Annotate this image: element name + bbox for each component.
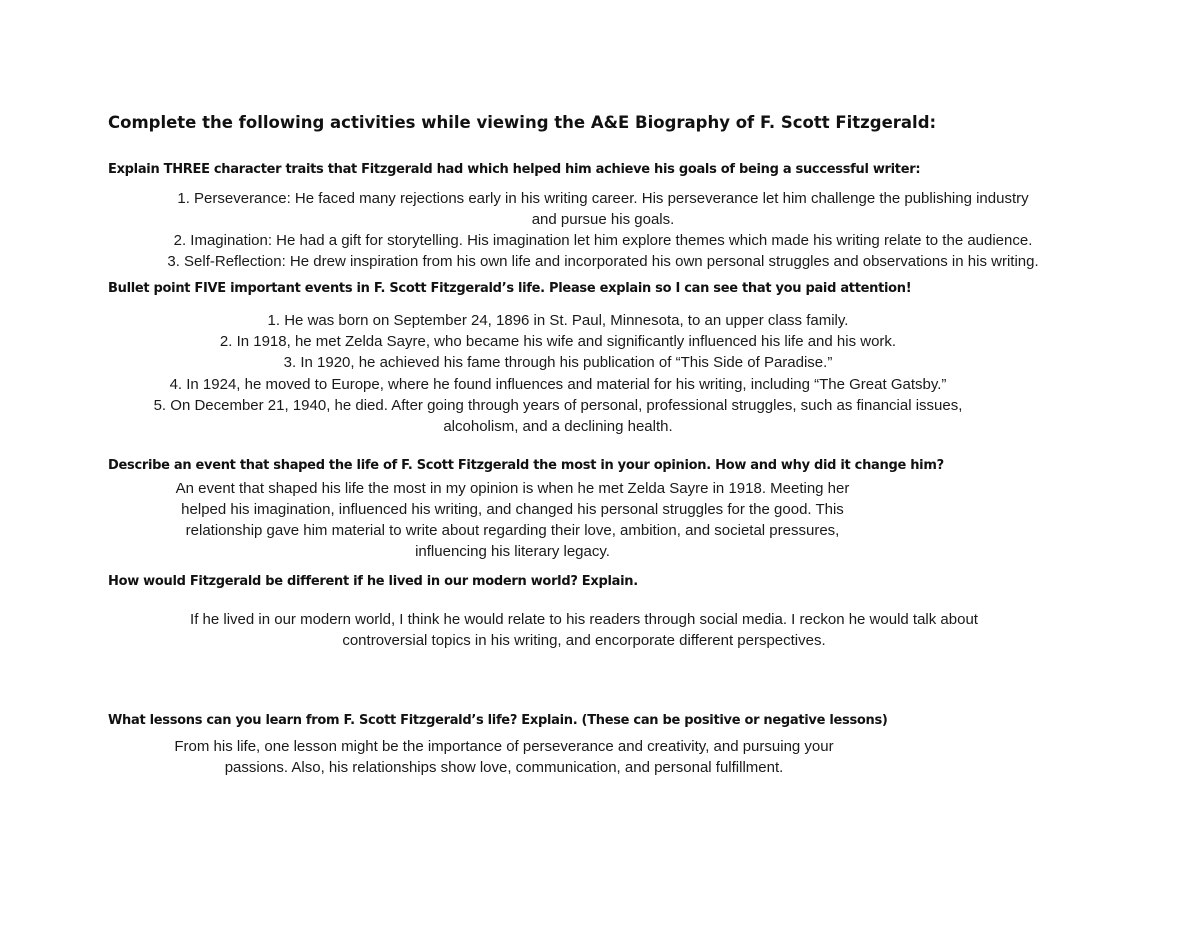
- answer-2-line-2: 2. In 1918, he met Zelda Sayre, who became his wife and significantly influenced his life and his work.: [219, 333, 897, 350]
- answer-3-line-4: influencing his literary legacy.: [415, 543, 610, 560]
- answer-2-line-6: alcoholism, and a declining health.: [443, 418, 673, 435]
- answer-4-line-2: controversial topics in his writing, and encorporate different perspectives.: [342, 632, 826, 649]
- question-2-prompt: Bullet point FIVE important events in F. Scott Fitzgerald’s life. Please explain so I can see that you paid attention!: [108, 281, 912, 296]
- answer-3-line-2: helped his imagination, influenced his writing, and changed his personal struggles for the good. This: [181, 501, 844, 518]
- answer-4-line-1: If he lived in our modern world, I think he would relate to his readers through social media. I reckon he would talk about: [190, 611, 978, 628]
- answer-3-line-1: An event that shaped his life the most in my opinion is when he met Zelda Sayre in 1918. Meeting her: [175, 480, 850, 497]
- answer-2-line-5: 5. On December 21, 1940, he died. After going through years of personal, professional struggles, such as financial issues,: [153, 397, 963, 414]
- answer-2-line-1: 1. He was born on September 24, 1896 in St. Paul, Minnesota, to an upper class family.: [267, 312, 849, 329]
- answer-5-line-1: From his life, one lesson might be the importance of perseverance and creativity, and pursuing your: [174, 738, 834, 755]
- question-4-prompt: How would Fitzgerald be different if he lived in our modern world? Explain.: [108, 574, 638, 589]
- answer-2-line-4: 4. In 1924, he moved to Europe, where he found influences and material for his writing, including “The Great Gatsby.”: [169, 376, 947, 393]
- question-1-prompt: Explain THREE character traits that Fitzgerald had which helped him achieve his goals of being a successful writer:: [108, 162, 921, 177]
- answer-1-line-3: 2. Imagination: He had a gift for storytelling. His imagination let him explore themes which made his writing relate to the audience.: [173, 232, 1033, 249]
- answer-1-line-4: 3. Self-Reflection: He drew inspiration from his own life and incorporated his own personal struggles and observations in his writing.: [167, 253, 1039, 270]
- question-5-prompt: What lessons can you learn from F. Scott Fitzgerald’s life? Explain. (These can be positive or negative lessons): [108, 713, 888, 728]
- answer-3-line-3: relationship gave him material to write about regarding their love, ambition, and societal pressures,: [185, 522, 840, 539]
- answer-1-line-2: and pursue his goals.: [531, 211, 675, 228]
- answer-2-line-3: 3. In 1920, he achieved his fame through his publication of “This Side of Paradise.”: [283, 354, 833, 371]
- answer-1-line-1: 1. Perseverance: He faced many rejections early in his writing career. His perseverance let him challenge the publishing industry: [177, 190, 1029, 207]
- question-3-prompt: Describe an event that shaped the life of F. Scott Fitzgerald the most in your opinion. How and why did it change him?: [108, 458, 944, 473]
- worksheet-title: Complete the following activities while viewing the A&E Biography of F. Scott Fitzgerald:: [108, 113, 937, 132]
- answer-5-line-2: passions. Also, his relationships show love, communication, and personal fulfillment.: [224, 759, 784, 776]
